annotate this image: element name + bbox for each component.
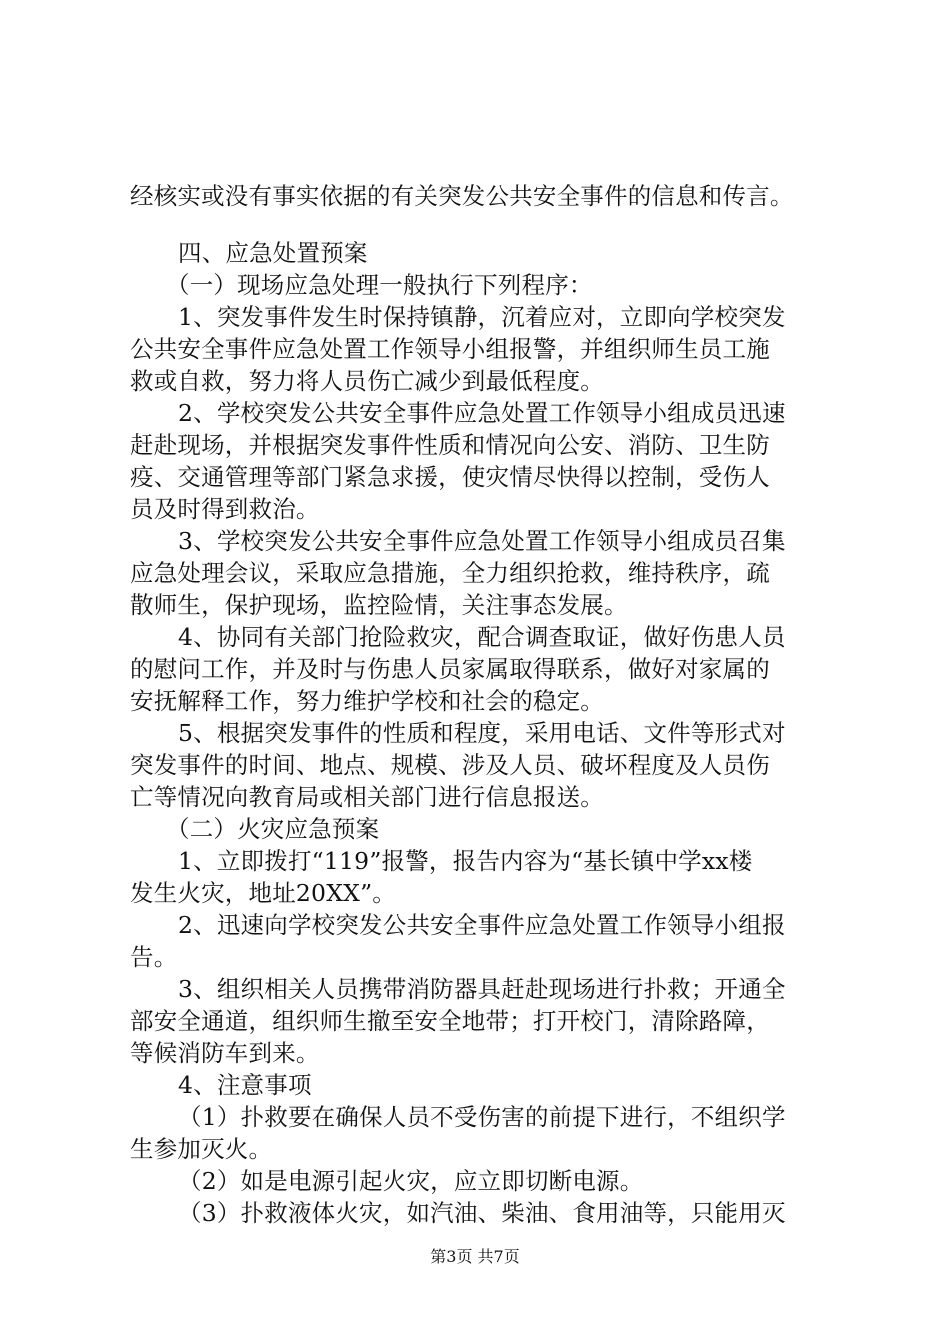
text-line: 2、迅速向学校突发公共安全事件应急处置工作领导小组报 xyxy=(178,911,786,939)
text-line: 疫、交通管理等部门紧急求援，使灾情尽快得以控制，受伤人 xyxy=(130,463,770,491)
text-line: 3、学校突发公共安全事件应急处置工作领导小组成员召集 xyxy=(178,527,786,555)
text-line: 5、根据突发事件的性质和程度，采用电话、文件等形式对 xyxy=(178,719,786,747)
subsection-heading: （一）现场应急处理一般执行下列程序： xyxy=(166,271,593,299)
section-heading: 四、应急处置预案 xyxy=(178,239,368,267)
text-line: 1、立即拨打“119”报警，报告内容为“基长镇中学xx楼 xyxy=(178,847,753,875)
text-line: 安抚解释工作，努力维护学校和社会的稳定。 xyxy=(130,687,604,715)
text-line: （1）扑救要在确保人员不受伤害的前提下进行，不组织学 xyxy=(178,1103,786,1131)
text-line: 等候消防车到来。 xyxy=(130,1039,320,1067)
text-line: 公共安全事件应急处置工作领导小组报警，并组织师生员工施 xyxy=(130,335,770,363)
text-line: 1、突发事件发生时保持镇静，沉着应对，立即向学校突发 xyxy=(178,303,786,331)
text-line: （2）如是电源引起火灾，应立即切断电源。 xyxy=(178,1167,644,1195)
text-line: 散师生，保护现场，监控险情，关注事态发展。 xyxy=(130,591,628,619)
text-line: 部安全通道，组织师生撤至安全地带；打开校门，清除路障， xyxy=(130,1007,770,1035)
text-line: 突发事件的时间、地点、规模、涉及人员、破坏程度及人员伤 xyxy=(130,751,770,779)
text-line: 赶赴现场，并根据突发事件性质和情况向公安、消防、卫生防 xyxy=(130,431,770,459)
text-line: 救或自救，努力将人员伤亡减少到最低程度。 xyxy=(130,367,604,395)
text-line: 4、注意事项 xyxy=(178,1071,312,1099)
subsection-heading: （二）火灾应急预案 xyxy=(166,815,380,843)
text-line: 告。 xyxy=(130,943,178,971)
text-line: 应急处理会议，采取应急措施，全力组织抢救，维持秩序，疏 xyxy=(130,559,770,587)
text-line: 3、组织相关人员携带消防器具赶赴现场进行扑救；开通全 xyxy=(178,975,786,1003)
text-line: 的慰问工作，并及时与伤患人员家属取得联系，做好对家属的 xyxy=(130,655,770,683)
text-line: 员及时得到救治。 xyxy=(130,495,320,523)
text-line: 生参加灭火。 xyxy=(130,1135,273,1163)
text-line: 2、学校突发公共安全事件应急处置工作领导小组成员迅速 xyxy=(178,399,786,427)
text-line: 发生火灾，地址20XX”。 xyxy=(130,879,396,907)
text-line: 4、协同有关部门抢险救灾，配合调查取证，做好伤患人员 xyxy=(178,623,786,651)
text-line: 经核实或没有事实依据的有关突发公共安全事件的信息和传言。 xyxy=(130,182,794,210)
text-line: 亡等情况向教育局或相关部门进行信息报送。 xyxy=(130,783,604,811)
page-footer: 第3页 共7页 xyxy=(430,1247,520,1266)
text-line: （3）扑救液体火灾，如汽油、柴油、食用油等，只能用灭 xyxy=(178,1199,786,1227)
